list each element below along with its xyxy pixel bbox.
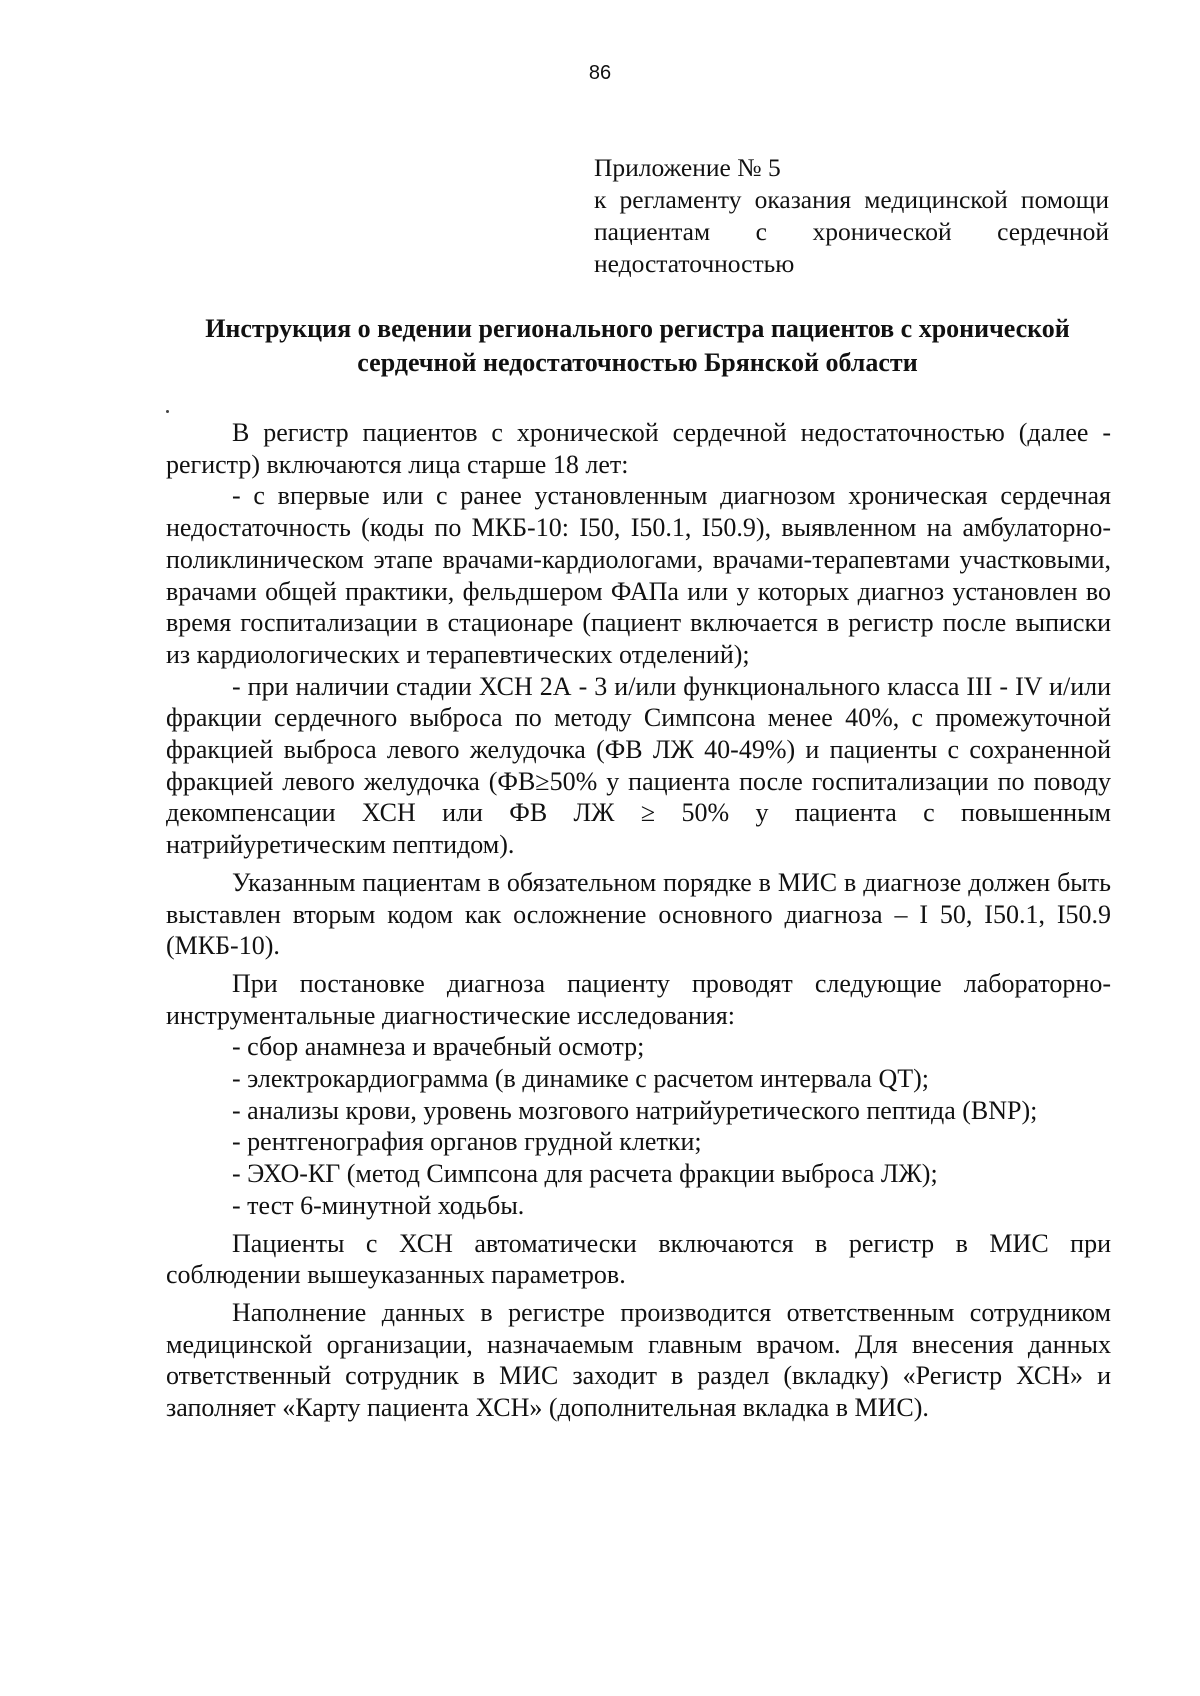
- appendix-block: [594, 152, 1109, 280]
- list-item-anamnesis: - сбор анамнеза и врачебный осмотр;: [232, 1032, 645, 1062]
- document-title: Инструкция о ведении регионального регистра пациентов с хронической сердечной недостаточностью Брянской области: [205, 314, 1070, 377]
- list-item-walk-test: - тест 6-минутной ходьбы.: [232, 1190, 525, 1220]
- paragraph-data-entry: Наполнение данных в регистре производится ответственным сотрудником медицинской организации, назначаемым главным врачом. Для внесения данных ответственный сотрудник в МИС заходит в раздел (вкладку) «Регистр ХСН» и заполняет «Карту пациента ХСН» (дополнительная вкладка в МИС).: [166, 1297, 1111, 1423]
- list-item-ecg: - электрокардиограмма (в динамике с расчетом интервала QT);: [232, 1064, 929, 1094]
- appendix-reference: к регламенту оказания медицинской помощи пациентам с хронической сердечной недостаточностью: [594, 185, 1109, 278]
- paragraph-criteria-2: - при наличии стадии ХСН 2А - 3 и/или функционального класса III - IV и/или фракции сердечного выброса по методу Симпсона менее 40%, с промежуточной фракцией выброса левого желудочка (ФВ ЛЖ 40-49%) и пациенты с сохраненной фракцией левого желудочка (ФВ≥50% у пациента после госпитализации по поводу декомпенсации ХСН или ФВ ЛЖ ≥ 50% у пациента с повышенным натрийуретическим пептидом).: [166, 671, 1111, 860]
- list-item-blood-tests: - анализы крови, уровень мозгового натрийуретического пептида (BNP);: [232, 1095, 1038, 1125]
- list-item-xray: - рентгенография органов грудной клетки;: [232, 1127, 702, 1157]
- page-number: 86: [588, 62, 612, 84]
- document-body: [166, 417, 1111, 1424]
- scan-artifact-dot: [166, 410, 169, 413]
- appendix-heading: Приложение № 5: [594, 153, 781, 182]
- paragraph-intro: В регистр пациентов с хронической сердечной недостаточностью (далее - регистр) включаются лица старше 18 лет:: [166, 418, 1111, 479]
- paragraph-coding: Указанным пациентам в обязательном порядке в МИС в диагнозе должен быть выставлен вторым кодом как осложнение основного диагноза – I 50, I50.1, I50.9 (МКБ-10).: [166, 867, 1111, 961]
- list-item-echo: - ЭХО-КГ (метод Симпсона для расчета фракции выброса ЛЖ);: [232, 1159, 938, 1189]
- paragraph-diagnostics-intro: При постановке диагноза пациенту проводят следующие лабораторно-инструментальные диагностические исследования:: [166, 968, 1111, 1030]
- paragraph-auto-inclusion: Пациенты с ХСН автоматически включаются в регистр в МИС при соблюдении вышеуказанных параметров.: [166, 1228, 1111, 1290]
- paragraph-criteria-1: - с впервые или с ранее установленным диагнозом хроническая сердечная недостаточность (коды по МКБ-10: I50, I50.1, I50.9), выявленном на амбулаторно-поликлиническом этапе врачами-кардиологами, врачами-терапевтами участковыми, врачами общей практики, фельдшером ФАПа или у которых диагноз установлен во время госпитализации в стационаре (пациент включается в регистр после выписки из кардиологических и терапевтических отделений);: [166, 481, 1111, 669]
